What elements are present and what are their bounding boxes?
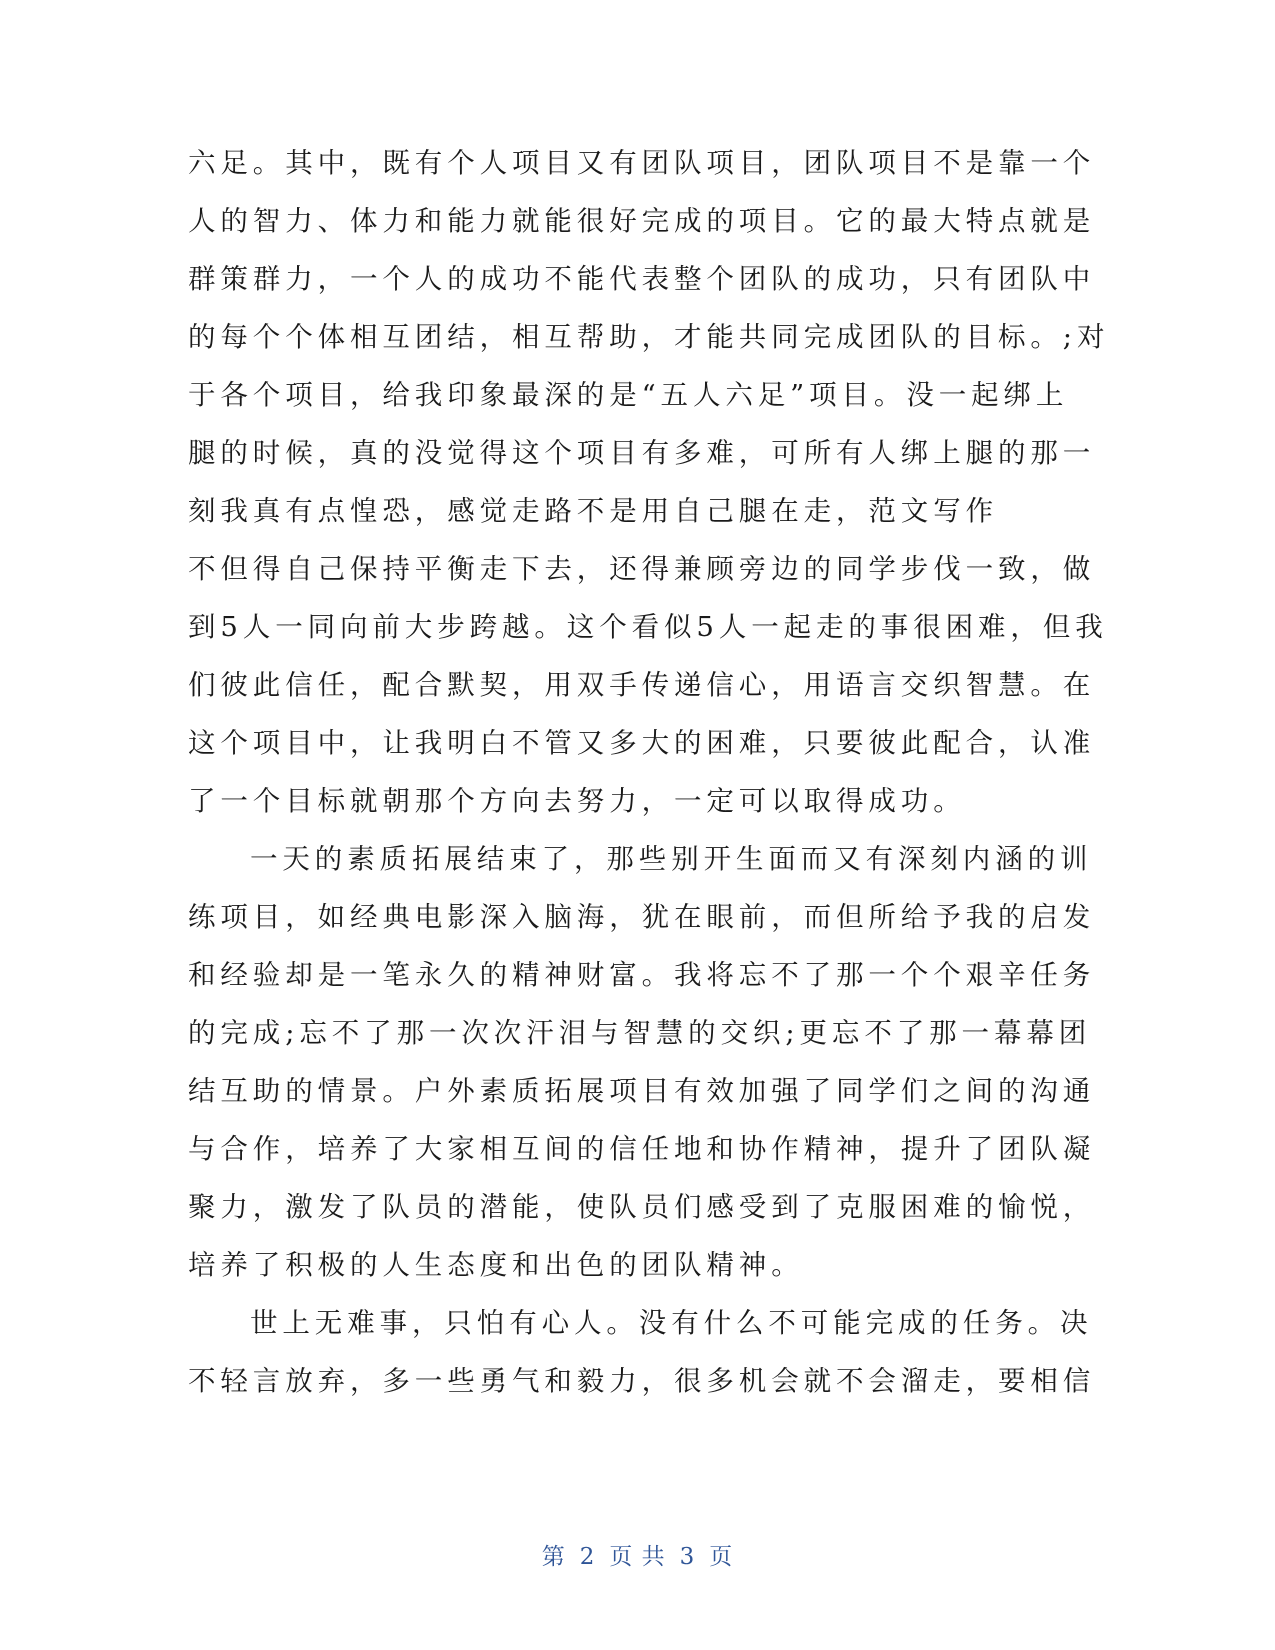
current-page-number: 2 — [579, 1544, 596, 1570]
body-text-line: 的完成;忘不了那一次次汗泪与智慧的交织;更忘不了那一幕幕团 — [188, 1017, 1092, 1049]
body-text-line: 不但得自己保持平衡走下去，还得兼顾旁边的同学步伐一致，做 — [188, 553, 1096, 585]
body-text-line: 聚力，激发了队员的潜能，使队员们感受到了克服困难的愉悦， — [188, 1191, 1096, 1223]
page-footer — [0, 1542, 1275, 1572]
body-text-line: 六足。其中，既有个人项目又有团队项目，团队项目不是靠一个 — [188, 147, 1096, 179]
body-text-line: 于各个项目，给我印象最深的是“五人六足”项目。没一起绑上 — [188, 379, 1069, 411]
paragraph-first-line: 世上无难事，只怕有心人。没有什么不可能完成的任务。决 — [250, 1307, 1093, 1339]
body-text-line: 和经验却是一笔永久的精神财富。我将忘不了那一个个艰辛任务 — [188, 959, 1096, 991]
total-pages-number: 3 — [679, 1544, 696, 1570]
body-text-line: 腿的时候，真的没觉得这个项目有多难，可所有人绑上腿的那一 — [188, 437, 1096, 469]
body-text-line: 结互助的情景。户外素质拓展项目有效加强了同学们之间的沟通 — [188, 1075, 1096, 1107]
body-text-line: 了一个目标就朝那个方向去努力，一定可以取得成功。 — [188, 785, 966, 817]
body-text-line: 不轻言放弃，多一些勇气和毅力，很多机会就不会溜走，要相信 — [188, 1365, 1096, 1397]
footer-prefix: 第 — [541, 1544, 566, 1570]
body-text-line: 到5人一同向前大步跨越。这个看似5人一起走的事很困难，但我 — [188, 611, 1108, 643]
body-text-line: 人的智力、体力和能力就能很好完成的项目。它的最大特点就是 — [188, 205, 1096, 237]
body-text-line: 们彼此信任，配合默契，用双手传递信心，用语言交织智慧。在 — [188, 669, 1096, 701]
body-text-line: 群策群力，一个人的成功不能代表整个团队的成功，只有团队中 — [188, 263, 1096, 295]
footer-middle: 页 共 — [609, 1544, 666, 1570]
body-text-line: 与合作，培养了大家相互间的信任地和协作精神，提升了团队凝 — [188, 1133, 1096, 1165]
body-text-line: 培养了积极的人生态度和出色的团队精神。 — [188, 1249, 804, 1281]
body-text-line: 这个项目中，让我明白不管又多大的困难，只要彼此配合，认准 — [188, 727, 1096, 759]
footer-suffix: 页 — [709, 1544, 734, 1570]
body-text-line: 刻我真有点惶恐，感觉走路不是用自己腿在走，范文写作 — [188, 495, 998, 527]
paragraph-first-line: 一天的素质拓展结束了，那些别开生面而又有深刻内涵的训 — [250, 843, 1093, 875]
body-text-line: 的每个个体相互团结，相互帮助，才能共同完成团队的目标。;对 — [188, 321, 1110, 353]
body-text-line: 练项目，如经典电影深入脑海，犹在眼前，而但所给予我的启发 — [188, 901, 1096, 933]
